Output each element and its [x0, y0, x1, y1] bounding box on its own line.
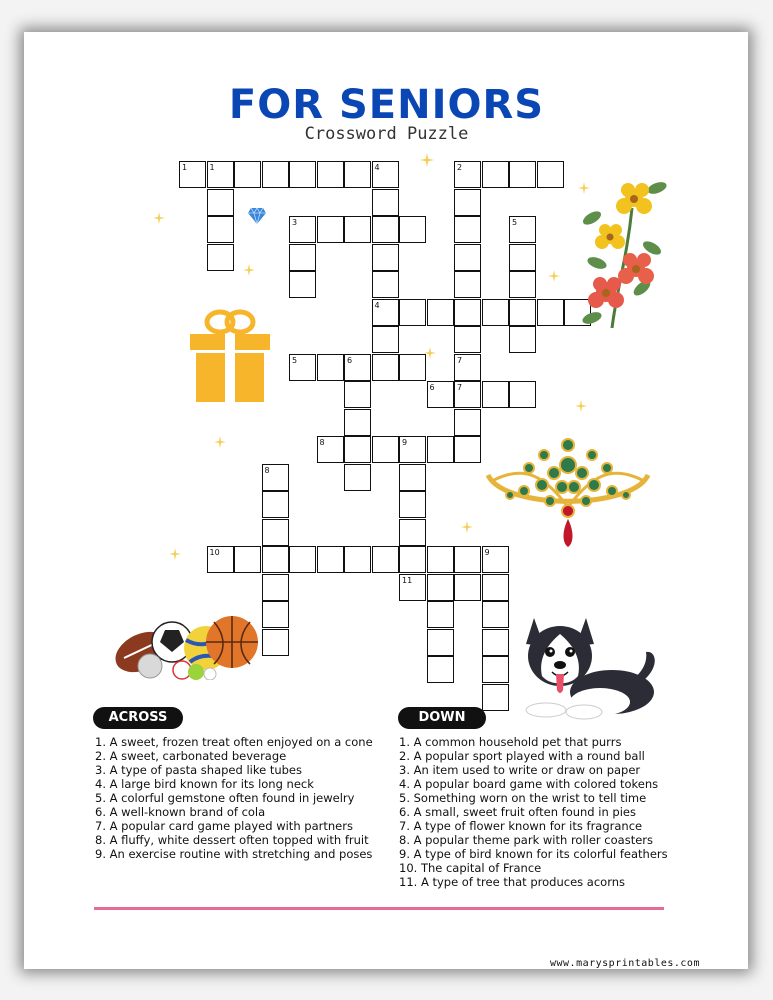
- grid-cell[interactable]: [399, 216, 426, 243]
- grid-cell[interactable]: [372, 271, 399, 298]
- grid-cell[interactable]: [537, 161, 564, 188]
- grid-cell[interactable]: [289, 161, 316, 188]
- sparkle-icon: [420, 153, 434, 167]
- down-clue: 8. A popular theme park with roller coasters: [399, 833, 654, 847]
- diamond-icon: [248, 208, 266, 224]
- grid-cell[interactable]: [262, 574, 289, 601]
- grid-cell[interactable]: [482, 684, 509, 711]
- grid-cell[interactable]: [344, 464, 371, 491]
- cell-number: 1: [209, 163, 215, 172]
- grid-cell[interactable]: [289, 546, 316, 573]
- grid-cell[interactable]: [317, 161, 344, 188]
- across-clue-list: [95, 735, 385, 861]
- grid-cell[interactable]: [482, 629, 509, 656]
- grid-cell[interactable]: [482, 299, 509, 326]
- grid-cell[interactable]: [509, 271, 536, 298]
- cell-number: 10: [209, 548, 220, 557]
- cell-number: 7: [457, 383, 463, 392]
- grid-cell[interactable]: [399, 299, 426, 326]
- cell-number: 9: [484, 548, 490, 557]
- grid-cell[interactable]: [454, 436, 481, 463]
- cell-number: 9: [402, 438, 408, 447]
- grid-cell[interactable]: [427, 574, 454, 601]
- grid-cell[interactable]: [289, 271, 316, 298]
- down-clue: 1. A common household pet that purrs: [399, 735, 622, 749]
- cell-number: 4: [374, 300, 380, 310]
- sparkle-icon: [153, 212, 165, 224]
- grid-cell[interactable]: [482, 381, 509, 408]
- grid-cell[interactable]: [427, 601, 454, 628]
- grid-cell[interactable]: [344, 409, 371, 436]
- cell-number: 8: [264, 465, 270, 475]
- grid-cell[interactable]: [427, 299, 454, 326]
- grid-cell[interactable]: [454, 244, 481, 271]
- cell-number: 2: [457, 163, 463, 172]
- sparkle-icon: [548, 270, 560, 282]
- grid-cell[interactable]: [234, 546, 261, 573]
- grid-cell[interactable]: [537, 299, 564, 326]
- across-clue: 6. A well-known brand of cola: [95, 805, 266, 819]
- grid-cell[interactable]: [454, 546, 481, 573]
- website-url: www.marysprintables.com: [550, 958, 700, 969]
- grid-cell[interactable]: [372, 326, 399, 353]
- grid-cell[interactable]: [262, 519, 289, 546]
- page-subtitle: Crossword Puzzle: [304, 124, 469, 144]
- cell-number: 3: [292, 218, 298, 227]
- grid-cell[interactable]: [372, 546, 399, 573]
- grid-cell[interactable]: [427, 436, 454, 463]
- cell-number: 5: [512, 218, 518, 227]
- grid-cell[interactable]: [344, 436, 371, 463]
- sports-balls-icon: [110, 608, 260, 680]
- grid-cell[interactable]: [454, 216, 481, 243]
- across-clue: 4. A large bird known for its long neck: [95, 777, 314, 791]
- grid-cell[interactable]: [399, 519, 426, 546]
- across-clue: 7. A popular card game played with partners: [95, 819, 353, 833]
- divider-line: [94, 907, 664, 910]
- across-clue: 3. A type of pasta shaped like tubes: [95, 763, 302, 777]
- grid-cell[interactable]: [317, 216, 344, 243]
- grid-cell[interactable]: [399, 546, 426, 573]
- grid-cell[interactable]: [207, 216, 234, 243]
- grid-cell[interactable]: [509, 161, 536, 188]
- grid-cell[interactable]: [372, 354, 399, 381]
- sparkle-icon: [214, 436, 226, 448]
- grid-cell[interactable]: [509, 326, 536, 353]
- cell-number: 1: [182, 163, 188, 172]
- grid-cell[interactable]: [454, 271, 481, 298]
- sparkle-icon: [424, 347, 436, 359]
- grid-cell[interactable]: [482, 656, 509, 683]
- across-clue: 2. A sweet, carbonated beverage: [95, 749, 287, 763]
- gift-box-icon: [188, 306, 272, 402]
- down-clue: 10. The capital of France: [399, 861, 542, 875]
- grid-cell[interactable]: [372, 189, 399, 216]
- across-heading: ACROSS: [93, 707, 183, 729]
- grid-cell[interactable]: [427, 629, 454, 656]
- grid-cell[interactable]: [509, 299, 536, 326]
- sparkle-icon: [575, 400, 587, 412]
- grid-cell[interactable]: [372, 216, 399, 243]
- grid-cell[interactable]: [262, 491, 289, 518]
- across-clue: 5. A colorful gemstone often found in jewelry: [95, 791, 355, 805]
- sparkle-icon: [461, 521, 473, 533]
- down-clue-list: [399, 735, 674, 889]
- cell-number: 11: [402, 575, 413, 585]
- grid-cell[interactable]: [207, 244, 234, 271]
- down-clue: 3. An item used to write or draw on paper: [399, 763, 641, 777]
- grid-cell[interactable]: [454, 189, 481, 216]
- grid-cell[interactable]: [454, 409, 481, 436]
- grid-cell[interactable]: [262, 629, 289, 656]
- grid-cell[interactable]: [344, 216, 371, 243]
- grid-cell[interactable]: [509, 381, 536, 408]
- cell-number: 8: [319, 438, 325, 447]
- grid-cell[interactable]: [482, 601, 509, 628]
- grid-cell[interactable]: [482, 161, 509, 188]
- grid-cell[interactable]: [344, 161, 371, 188]
- grid-cell[interactable]: [289, 244, 316, 271]
- down-clue: 2. A popular sport played with a round ball: [399, 749, 645, 763]
- grid-cell[interactable]: [262, 601, 289, 628]
- down-clue: 4. A popular board game with colored tokens: [399, 777, 659, 791]
- cell-number: 6: [429, 383, 435, 392]
- grid-cell[interactable]: [372, 436, 399, 463]
- grid-cell[interactable]: [399, 491, 426, 518]
- grid-cell[interactable]: [454, 299, 481, 326]
- down-clue: 5. Something worn on the wrist to tell time: [399, 791, 647, 805]
- grid-cell[interactable]: [454, 574, 481, 601]
- grid-cell[interactable]: [207, 189, 234, 216]
- grid-cell[interactable]: [262, 546, 289, 573]
- cell-number: 6: [347, 355, 353, 365]
- across-clue: 8. A fluffy, white dessert often topped with fruit: [95, 833, 369, 847]
- down-clue: 9. A type of bird known for its colorful feathers: [399, 847, 668, 861]
- sparkle-icon: [243, 264, 255, 276]
- sparkle-icon: [169, 548, 181, 560]
- down-clue: 11. A type of tree that produces acorns: [399, 875, 626, 889]
- down-clue: 7. A type of flower known for its fragrance: [399, 819, 643, 833]
- grid-cell[interactable]: [427, 656, 454, 683]
- grid-cell[interactable]: [317, 354, 344, 381]
- cell-number: 4: [374, 163, 380, 172]
- down-heading: DOWN: [398, 707, 486, 729]
- across-clue: 1. A sweet, frozen treat often enjoyed on a cone: [95, 735, 373, 749]
- grid-cell[interactable]: [482, 574, 509, 601]
- across-clue: 9. An exercise routine with stretching and poses: [95, 847, 373, 861]
- grid-cell[interactable]: [454, 326, 481, 353]
- cell-number: 5: [292, 355, 298, 365]
- flowers-icon: [572, 168, 680, 338]
- grid-cell[interactable]: [344, 546, 371, 573]
- grid-cell[interactable]: [372, 244, 399, 271]
- grid-cell[interactable]: [317, 546, 344, 573]
- grid-cell[interactable]: [427, 546, 454, 573]
- grid-cell[interactable]: [399, 354, 426, 381]
- grid-cell[interactable]: [234, 161, 261, 188]
- grid-cell[interactable]: [399, 464, 426, 491]
- page-title: FOR SENIORS: [228, 82, 545, 128]
- cell-number: 7: [457, 355, 463, 365]
- down-clue: 6. A small, sweet fruit often found in pies: [399, 805, 636, 819]
- tiara-icon: [484, 435, 652, 557]
- grid-cell[interactable]: [344, 381, 371, 408]
- grid-cell[interactable]: [509, 244, 536, 271]
- grid-cell[interactable]: [262, 161, 289, 188]
- husky-dog-icon: [520, 610, 658, 722]
